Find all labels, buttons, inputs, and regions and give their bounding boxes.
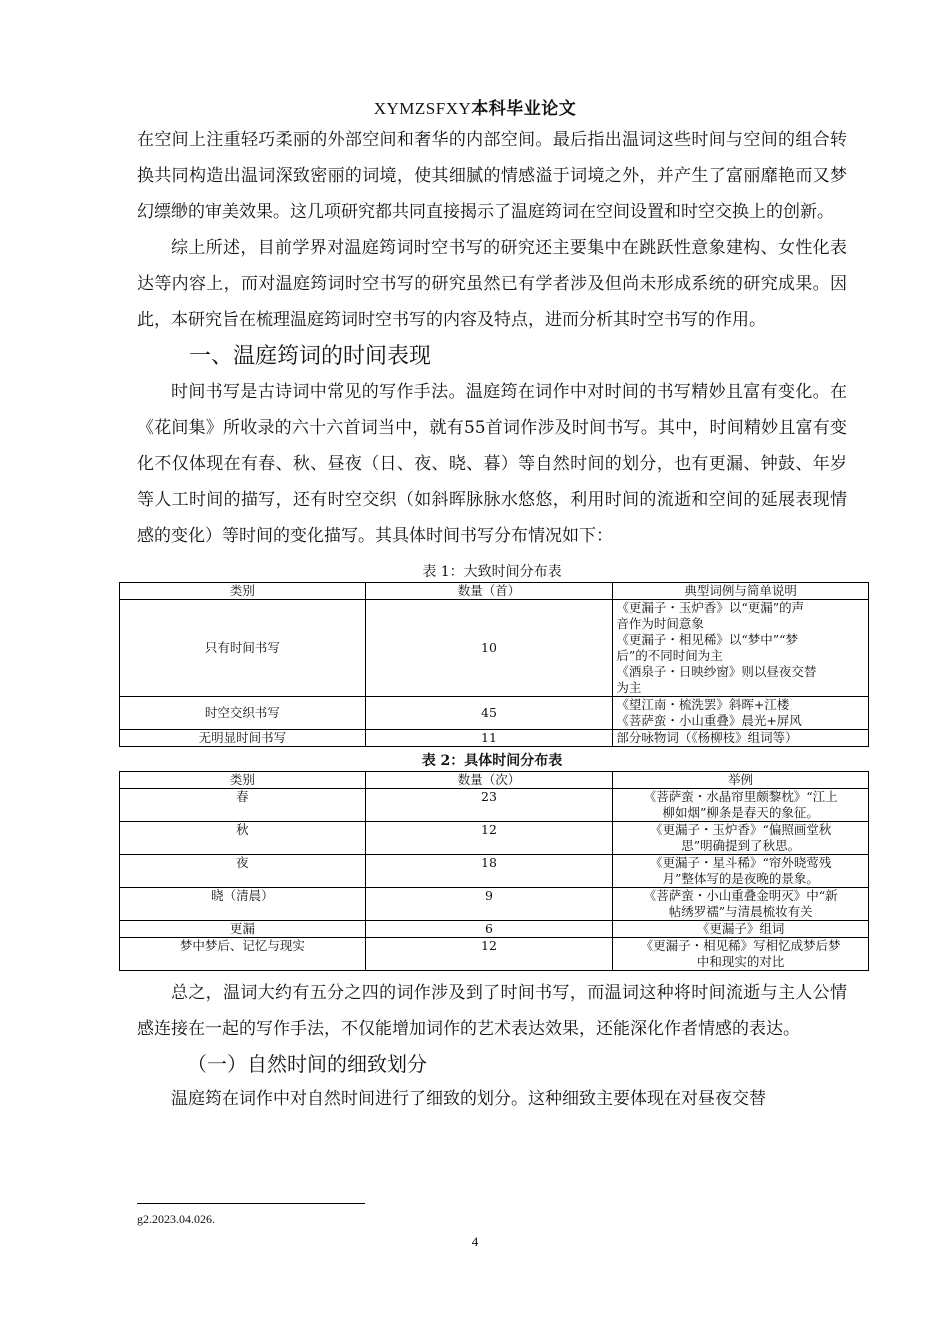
cell-category: 晓（清晨） [120, 888, 366, 921]
example-line: 为主 [616, 680, 642, 695]
cell-count: 12 [365, 938, 613, 971]
table-row [120, 697, 869, 730]
example-line: 《更漏子・相见稀》以“梦中”“梦 [616, 632, 798, 647]
table1-caption: 表 1：大致时间分布表 [422, 564, 562, 580]
paragraph-natural-time: 温庭筠在词作中对自然时间进行了细致的划分。这种细致主要体现在对昼夜交替 [171, 1089, 766, 1109]
page-number: 4 [471, 1234, 479, 1249]
example-line: 月”整体写的是夜晚的景象。 [662, 871, 819, 886]
cell-count: 18 [365, 855, 613, 888]
cell-example [613, 855, 869, 888]
table-specific-time-distribution [119, 771, 869, 971]
column-header: 举例 [613, 772, 869, 789]
example-line: 《更漏子》组词 [696, 921, 785, 936]
example-line: 思”明确提到了秋思。 [681, 838, 801, 853]
section-heading: 一、温庭筠词的时间表现 [189, 344, 432, 369]
table-row [120, 822, 869, 855]
example-line: 《菩萨蛮・水晶帘里颇黎枕》“江上 [643, 789, 838, 804]
cell-category: 更漏 [120, 921, 366, 938]
cell-count: 11 [365, 730, 613, 747]
cell-category: 梦中梦后、记忆与现实 [120, 938, 366, 971]
paragraph-time-writing: 时间书写是古诗词中常见的写作手法。温庭筠在词作中对时间的书写精妙且富有变化。在《花间集》所收录的六十六首词当中，就有55首词作涉及时间书写。其中，时间精妙且富有变化不仅体现在有春、秋、昼夜（日、夜、晓、暮）等自然时间的划分，也有更漏、钟鼓、年岁等人工时间的描写，还有时空交织（如斜晖脉脉水悠悠，利用时间的流逝和空间的延展表现情感的变化）等时间的变化描写。其具体时间书写分布情况如下： [137, 382, 847, 546]
cell-count: 12 [365, 822, 613, 855]
example-line: 《更漏子・玉炉香》“偏照画堂秋 [649, 822, 832, 837]
example-line: 《更漏子・星斗稀》“帘外晓莺残 [649, 855, 832, 870]
paragraph-conclusion: 总之，温词大约有五分之四的词作涉及到了时间书写，而温词这种将时间流逝与主人公情感连接在一起的写作手法，不仅能增加词作的艺术表达效果，还能深化作者情感的表达。 [137, 983, 847, 1039]
table-row [120, 600, 869, 697]
example-line: 《更漏子・相见稀》写相忆成梦后梦 [640, 938, 841, 953]
table2-caption: 表 2：具体时间分布表 [421, 753, 563, 769]
example-line: 《菩萨蛮・小山重叠》晨光+屏风 [616, 713, 802, 728]
header-code: XYMZSFXY [373, 99, 472, 118]
table-header-row [120, 772, 869, 789]
cell-count: 6 [365, 921, 613, 938]
cell-example [613, 730, 869, 747]
page-header [0, 94, 950, 119]
cell-category: 只有时间书写 [120, 600, 366, 697]
column-header: 数量（次） [365, 772, 613, 789]
cell-count: 45 [365, 697, 613, 730]
cell-count: 9 [365, 888, 613, 921]
cell-example [613, 921, 869, 938]
subsection-heading: （一）自然时间的细致划分 [187, 1052, 427, 1076]
example-line: 音作为时间意象 [616, 616, 704, 631]
example-line: 《菩萨蛮・小山重叠金明灭》中“新 [643, 888, 838, 903]
example-line: 帖绣罗襦”与清晨梳妆有关 [668, 904, 813, 919]
header-title: 本科毕业论文 [471, 99, 577, 119]
page-body [137, 122, 847, 1117]
table-row [120, 921, 869, 938]
column-header: 类别 [120, 772, 366, 789]
paragraph-continued: 在空间上注重轻巧柔丽的外部空间和奢华的内部空间。最后指出温词这些时间与空间的组合转换共同构造出温词深致密丽的词境，使其细腻的情感溢于词境之外，并产生了富丽靡艳而又梦幻缥缈的审美效果。这几项研究都共同直接揭示了温庭筠词在空间设置和时空交换上的创新。 [137, 130, 847, 222]
example-line: 《望江南・梳洗罢》斜晖+江楼 [616, 697, 790, 712]
cell-example [613, 822, 869, 855]
cell-category: 夜 [120, 855, 366, 888]
example-line: 《酒泉子・日映纱窗》则以昼夜交替 [616, 664, 817, 679]
example-line: 柳如烟”柳条是春天的象征。 [662, 805, 819, 820]
paragraph-summary: 综上所述，目前学界对温庭筠词时空书写的研究还主要集中在跳跃性意象建构、女性化表达等内容上，而对温庭筠词时空书写的研究虽然已有学者涉及但尚未形成系统的研究成果。因此，本研究旨在梳理温庭筠词时空书写的内容及特点，进而分析其时空书写的作用。 [137, 238, 847, 330]
table-header-row [120, 583, 869, 600]
table-general-time-distribution [119, 582, 869, 747]
example-line: 《更漏子・玉炉香》以“更漏”的声 [616, 600, 805, 615]
table-row [120, 888, 869, 921]
column-header: 数量（首） [365, 583, 613, 600]
table-row [120, 855, 869, 888]
cell-example [613, 888, 869, 921]
cell-example [613, 789, 869, 822]
column-header: 典型词例与简单说明 [613, 583, 869, 600]
example-line: 部分咏物词（《杨柳枝》组词等） [616, 730, 798, 745]
cell-category: 时空交织书写 [120, 697, 366, 730]
cell-example [613, 697, 869, 730]
cell-count: 10 [365, 600, 613, 697]
cell-example [613, 938, 869, 971]
column-header: 类别 [120, 583, 366, 600]
footnote-divider [137, 1203, 365, 1204]
table-row [120, 730, 869, 747]
example-line: 中和现实的对比 [696, 954, 785, 969]
cell-category: 秋 [120, 822, 366, 855]
cell-category: 春 [120, 789, 366, 822]
table-row [120, 789, 869, 822]
table-row [120, 938, 869, 971]
cell-example [613, 600, 869, 697]
cell-category: 无明显时间书写 [120, 730, 366, 747]
example-line: 后”的不同时间为主 [616, 648, 723, 663]
cell-count: 23 [365, 789, 613, 822]
footnote: g2.2023.04.026. [137, 1212, 215, 1226]
